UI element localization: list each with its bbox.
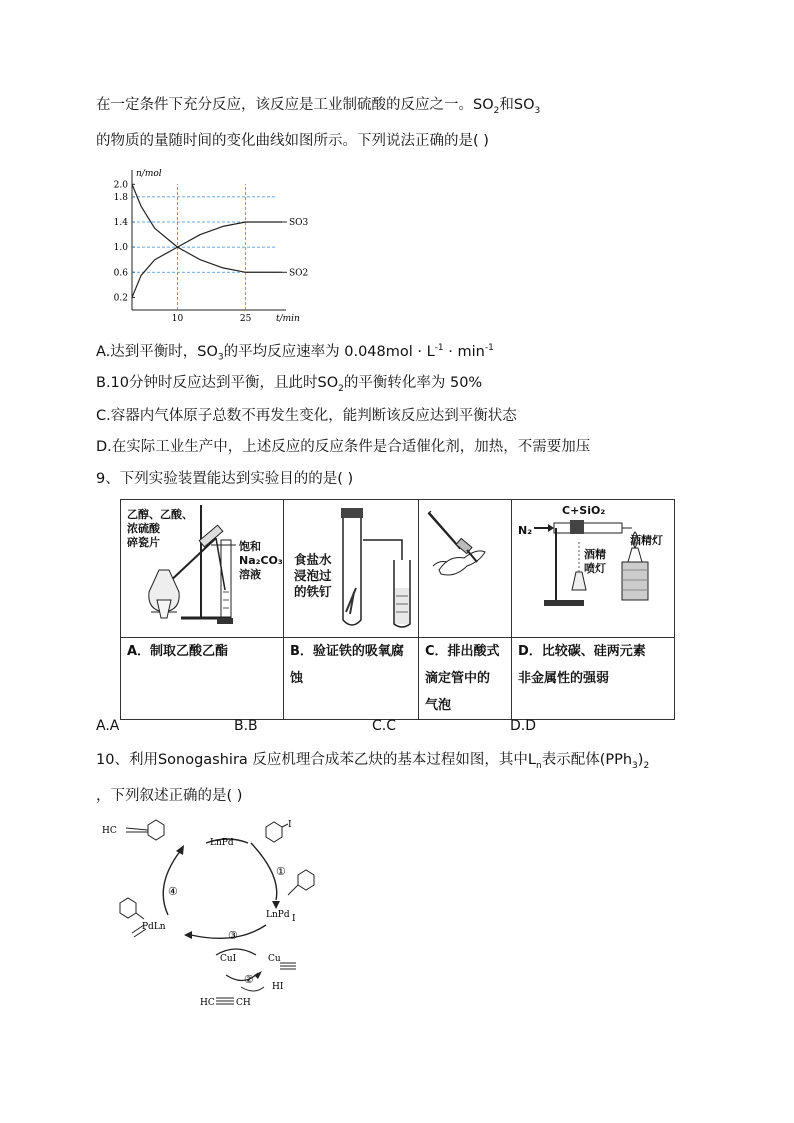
cell-c-picture [419,500,512,638]
arrow-step1 [251,843,277,900]
rust-tube-drawing [284,500,418,637]
label-hc: HC [200,998,215,1008]
label-step4: ④ [168,885,178,898]
series-label-so2: SO2 [289,268,309,279]
series-line-so2 [132,184,282,272]
cell-d-label-lamp1: 酒精 喷灯 [584,548,606,575]
cell-b-labels: 食盐水 浸泡过 的铁钉 [294,552,332,599]
q9-choice-a: A.A [96,718,120,734]
cell-a-caption: A．制取乙酸乙酯 [121,638,284,720]
label-lnpd-right: LnPd [266,910,290,920]
label-pdln: PdLn [142,922,166,932]
burette-drawing [419,500,511,637]
benzene-ring-iodo [266,822,288,842]
label-hi: HI [272,982,284,992]
cell-a-labels2: 饱和 Na₂CO₃ 溶液 [239,540,283,581]
arrow-step4 [163,850,181,915]
label-hc-top: HC [102,826,117,836]
y-tick-label: 1.0 [113,243,128,254]
q8-option-a: A.达到平衡时，$SO_3$的平均反应速率为 $0.048mol \cdot L^{-1} \cdot \min^{-1}$ [96,343,494,363]
y-tick-label: 2.0 [113,180,128,191]
carbon-silicon-drawing [512,500,674,637]
q9-choice-b: B.B [234,718,258,734]
x-axis-label: t/min [276,314,300,324]
cell-d-picture [512,500,675,638]
label-iodo-right: I [292,914,296,924]
benzene-ring-pd [288,870,314,895]
cell-a-picture [121,500,284,638]
cell-d-caption: D．比较碳、硅两元素 非金属性的强弱 [512,638,675,720]
q10-stem-line2: ，下列叙述正确的是( ) [96,788,243,804]
y-tick-label: 1.4 [113,218,128,228]
y-tick-label: 0.2 [113,293,128,304]
ester-apparatus-drawing [121,500,283,637]
series-line-so3 [132,222,282,297]
cell-d-label-n2: N₂ [518,524,533,537]
cell-d-label-lamp2: 酒精灯 [630,534,663,547]
y-tick-label: 1.8 [113,192,128,203]
cell-b-picture [284,500,419,638]
q8-option-b: B.10分钟时反应达到平衡，且此时$SO_2$的平衡转化率为 50% [96,375,483,394]
q9-apparatus-table [120,499,675,720]
q8-stem-line1: 在一定条件下充分反应，该反应是工业制硫酸的反应之一。$SO_2$和$SO_3$ [96,97,541,116]
label-ch: CH [236,998,251,1008]
q9-choice-d: D.D [510,718,537,734]
label-cu: Cu [268,954,281,964]
label-cui: CuI [220,954,237,964]
q9-stem: 9、下列实验装置能达到实验目的的是( ) [96,471,354,487]
cell-c-caption: C．排出酸式 滴定管中的 气泡 [419,638,512,720]
x-tick-label: 10 [171,314,184,324]
cell-a-labels: 乙醇、乙酸、 浓硫酸 碎瓷片 [127,508,193,549]
reaction-chart [96,168,309,328]
label-iodo-top: I [288,820,292,830]
q8-option-d: D.在实际工业生产中，上述反应的反应条件是合适催化剂，加热，不需要加压 [96,439,591,455]
y-axis-label: n/mol [136,169,162,179]
label-step3: ③ [228,929,238,942]
q9-choice-c: C.C [372,718,397,734]
cell-d-label-mix: C+SiO₂ [562,504,606,517]
x-tick-label: 25 [239,314,252,324]
series-label-so3: SO3 [289,218,309,228]
q8-stem-line2: 的物质的量随时间的变化曲线如图所示。下列说法正确的是( ) [96,133,489,149]
sonogashira-cycle-diagram [96,815,336,1010]
label-step1: ① [276,865,286,878]
cell-b-caption: B．验证铁的吸氧腐 蚀 [284,638,419,720]
label-lnpd-top: LnPd [210,838,234,848]
q10-stem-line1: 10、利用Sonogashira 反应机理合成苯乙炔的基本过程如图，其中$L_n$表示配体$(PPh_3)_2$ [96,752,650,771]
benzene-ring-top-left [126,820,164,840]
q8-option-c: C.容器内气体原子总数不再发生变化，能判断该反应达到平衡状态 [96,408,517,424]
label-step2: ② [244,973,254,986]
y-tick-label: 0.6 [113,268,128,279]
